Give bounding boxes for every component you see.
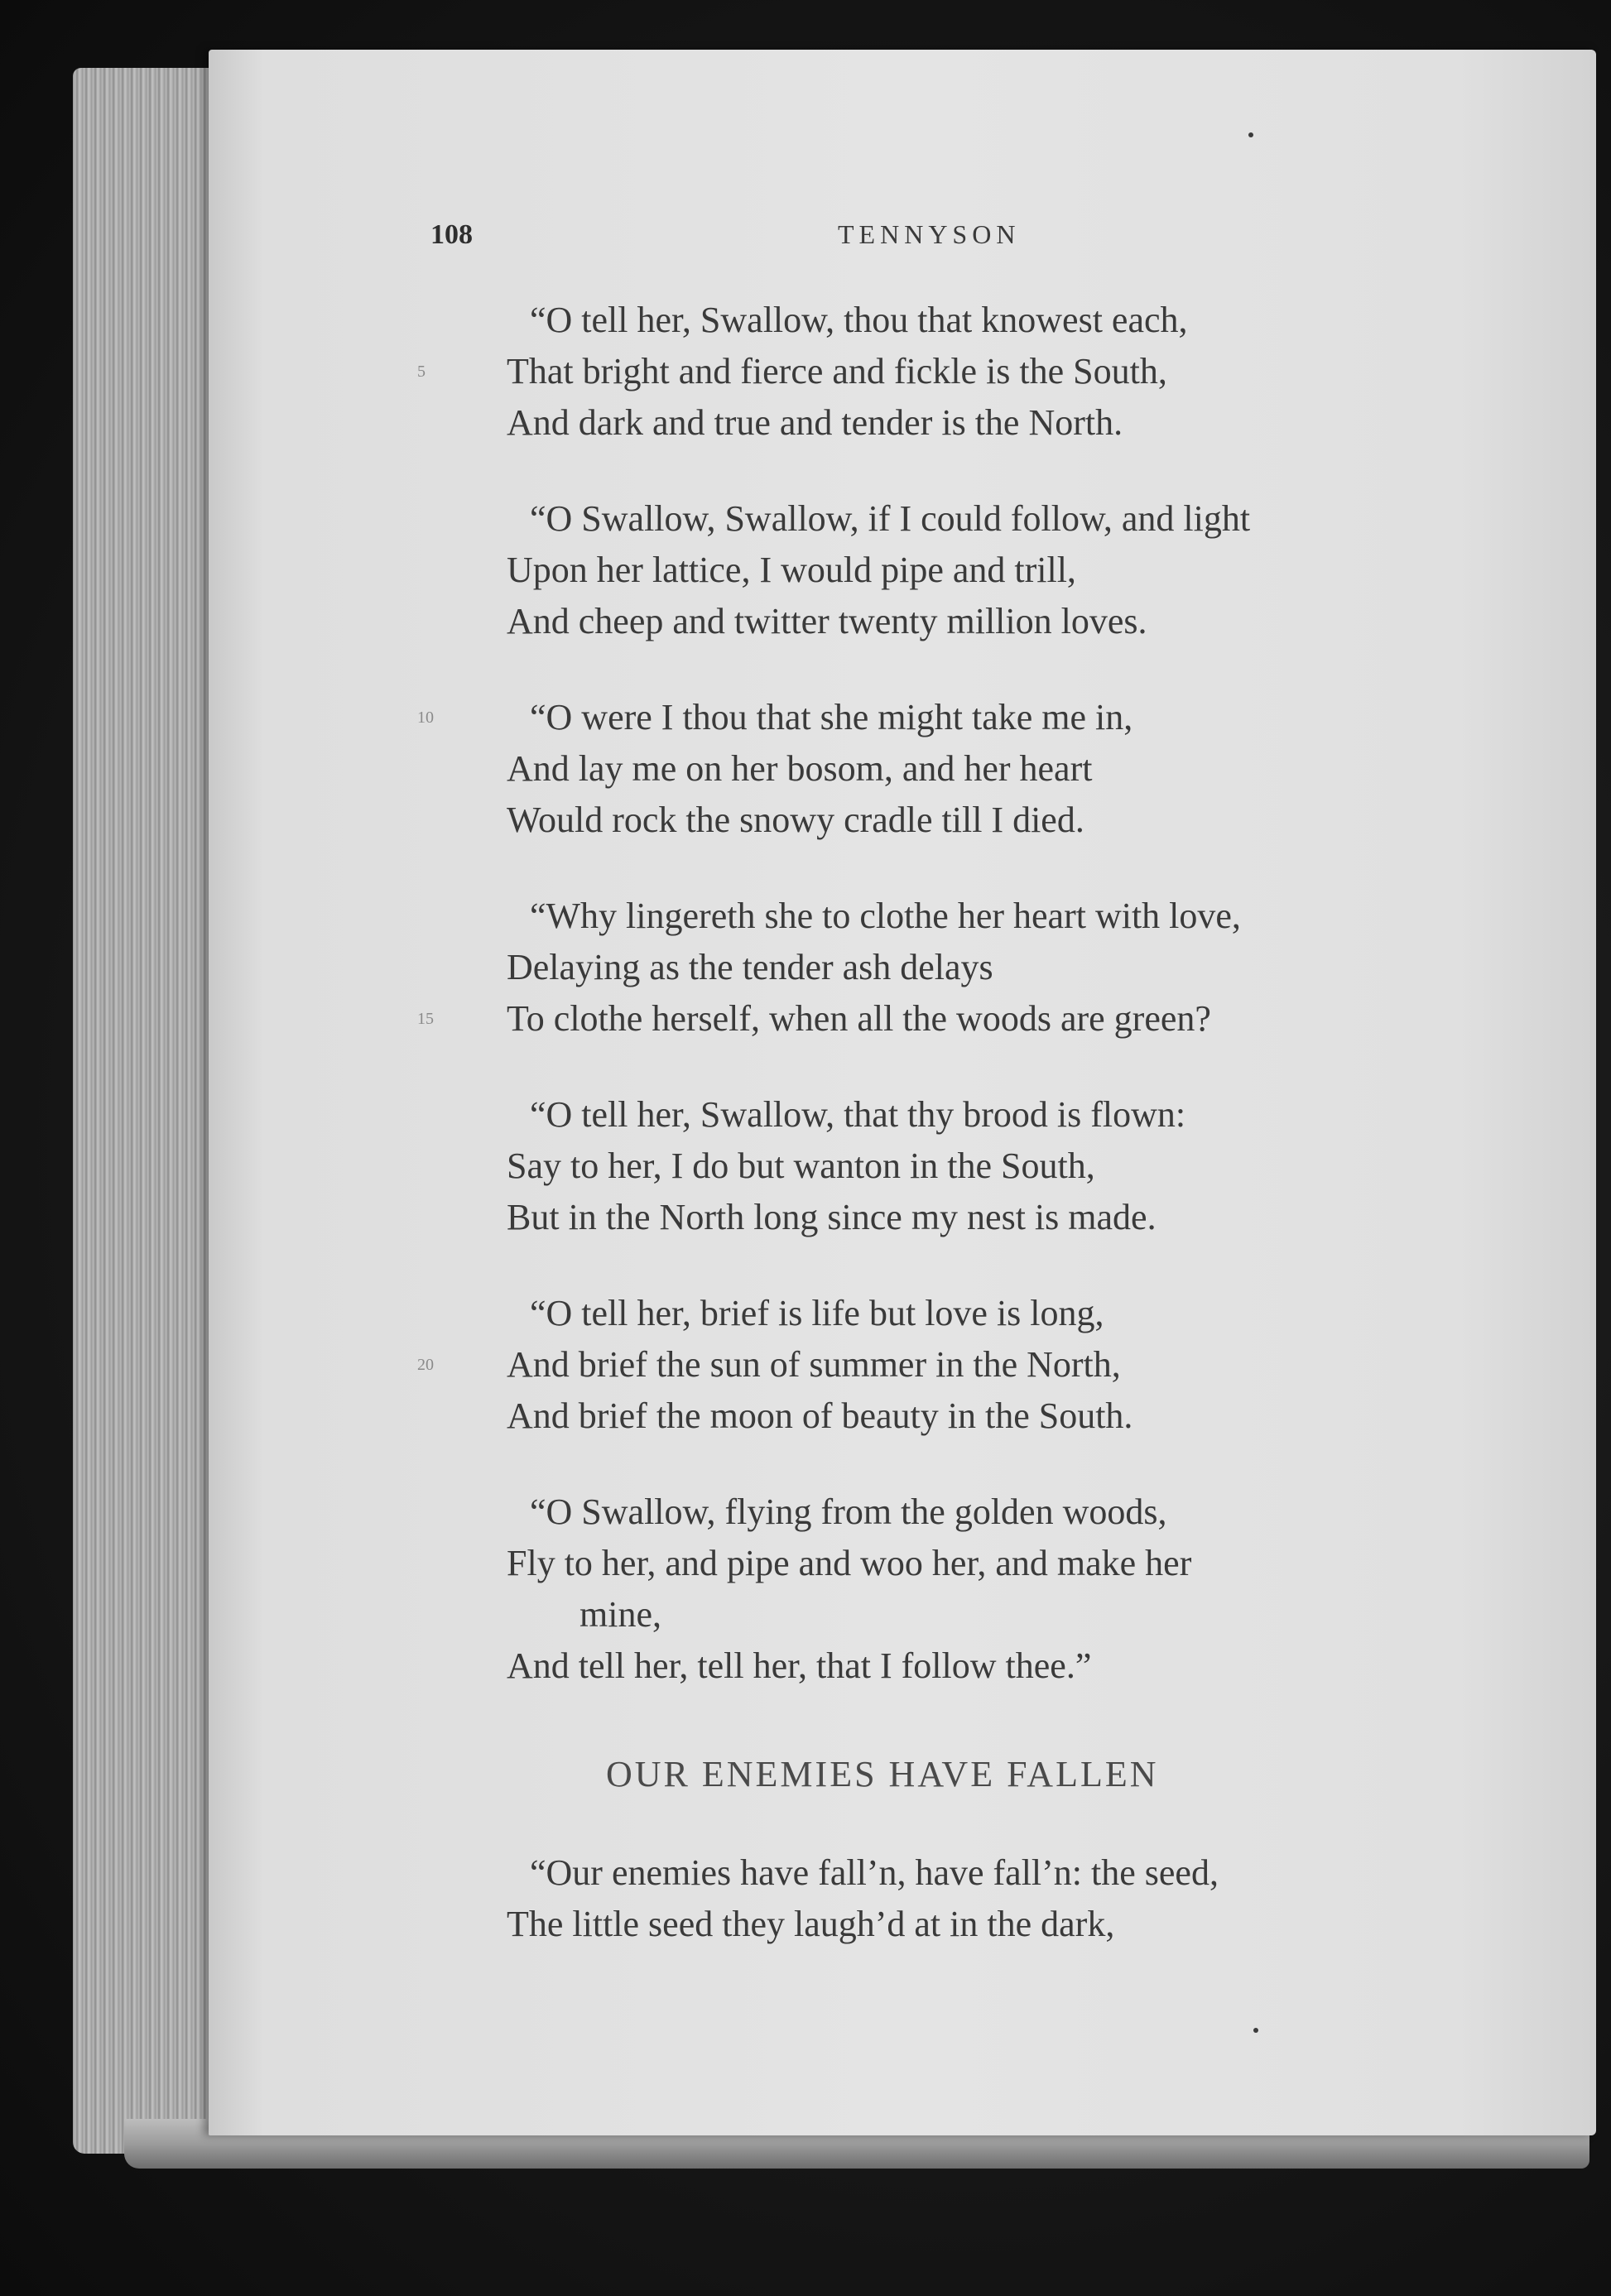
stanza — [417, 1288, 1500, 1442]
poem-line-text: “O tell her, brief is life but love is long, — [530, 1293, 1104, 1333]
poem-line — [507, 942, 1500, 993]
poem-line-text: “O Swallow, flying from the golden woods, — [530, 1491, 1167, 1532]
poem-line-text: To clothe herself, when all the woods are green? — [507, 998, 1211, 1039]
poem-line — [417, 692, 1500, 743]
book-page — [209, 50, 1596, 2135]
scan-speck — [1248, 132, 1253, 137]
poem-line-text: “O tell her, Swallow, thou that knowest each, — [530, 300, 1188, 340]
poem-line — [417, 1339, 1500, 1391]
poem-line-text: “O were I thou that she might take me in, — [530, 697, 1133, 737]
line-number: 15 — [417, 1010, 434, 1028]
poem-text — [417, 295, 1500, 1995]
poem-line-text: Would rock the snowy cradle till I died. — [507, 800, 1084, 840]
section-heading: OUR ENEMIES HAVE FALLEN — [606, 1754, 1159, 1794]
stanza — [417, 891, 1500, 1045]
stanza — [507, 1487, 1500, 1692]
poem-line-text: And dark and true and tender is the North. — [507, 402, 1123, 443]
poem-line-text: “Our enemies have fall’n, have fall’n: the seed, — [530, 1852, 1219, 1893]
poem-line-text: Fly to her, and pipe and woo her, and make her — [507, 1543, 1192, 1583]
poem-line — [507, 891, 1500, 942]
poem-line — [507, 295, 1500, 346]
stanza — [507, 1089, 1500, 1243]
poem-line — [507, 1141, 1500, 1192]
poem-line-text: And lay me on her bosom, and her heart — [507, 748, 1093, 789]
running-head — [209, 219, 1596, 261]
poem-line — [507, 545, 1500, 596]
page-number: 108 — [430, 219, 473, 250]
stanza — [507, 1847, 1500, 1950]
poem-line-text: “O Swallow, Swallow, if I could follow, and light — [530, 498, 1251, 539]
poem-line — [417, 346, 1500, 397]
stanza — [417, 295, 1500, 449]
line-number: 20 — [417, 1356, 434, 1374]
poem-line-text: “O tell her, Swallow, that thy brood is flown: — [530, 1094, 1186, 1135]
poem-line — [507, 1192, 1500, 1243]
poem-line — [507, 1391, 1500, 1442]
poem-line — [507, 397, 1500, 449]
poem-line — [417, 993, 1500, 1045]
poem-line — [507, 1847, 1500, 1899]
poem-line-text: Upon her lattice, I would pipe and trill, — [507, 550, 1076, 590]
poem-line — [507, 1487, 1500, 1538]
poem-line-text: Say to her, I do but wanton in the South, — [507, 1146, 1095, 1186]
poem-line-text: And brief the sun of summer in the North, — [507, 1344, 1121, 1385]
poem-line-text: And tell her, tell her, that I follow thee.” — [507, 1645, 1092, 1686]
poem-line-text: “Why lingereth she to clothe her heart with love, — [530, 896, 1241, 936]
stanza — [507, 493, 1500, 647]
poem-line-text: That bright and fierce and fickle is the South, — [507, 351, 1167, 391]
running-title: TENNYSON — [838, 219, 1021, 249]
poem-line-text: But in the North long since my nest is made. — [507, 1197, 1157, 1237]
book-page-edges — [73, 68, 222, 2154]
poem-line — [507, 1589, 1500, 1640]
stanza — [417, 692, 1500, 846]
poem-line — [507, 795, 1500, 846]
poem-line — [507, 1899, 1500, 1950]
poem-line — [507, 596, 1500, 647]
poem-line-text: And cheep and twitter twenty million loves. — [507, 601, 1147, 641]
poem-line — [507, 1089, 1500, 1141]
line-number: 5 — [417, 363, 426, 381]
poem-line-text: The little seed they laugh’d at in the dark, — [507, 1904, 1115, 1944]
poem-line — [507, 1640, 1500, 1692]
scan-speck — [1253, 2028, 1258, 2033]
line-number: 10 — [417, 708, 434, 727]
poem-line — [507, 1288, 1500, 1339]
poem-line — [507, 1538, 1500, 1589]
poem-line-text: Delaying as the tender ash delays — [507, 947, 993, 987]
poem-line-text: mine, — [579, 1594, 661, 1635]
poem-line — [507, 743, 1500, 795]
poem-line — [507, 493, 1500, 545]
poem-line-text: And brief the moon of beauty in the South. — [507, 1395, 1133, 1436]
